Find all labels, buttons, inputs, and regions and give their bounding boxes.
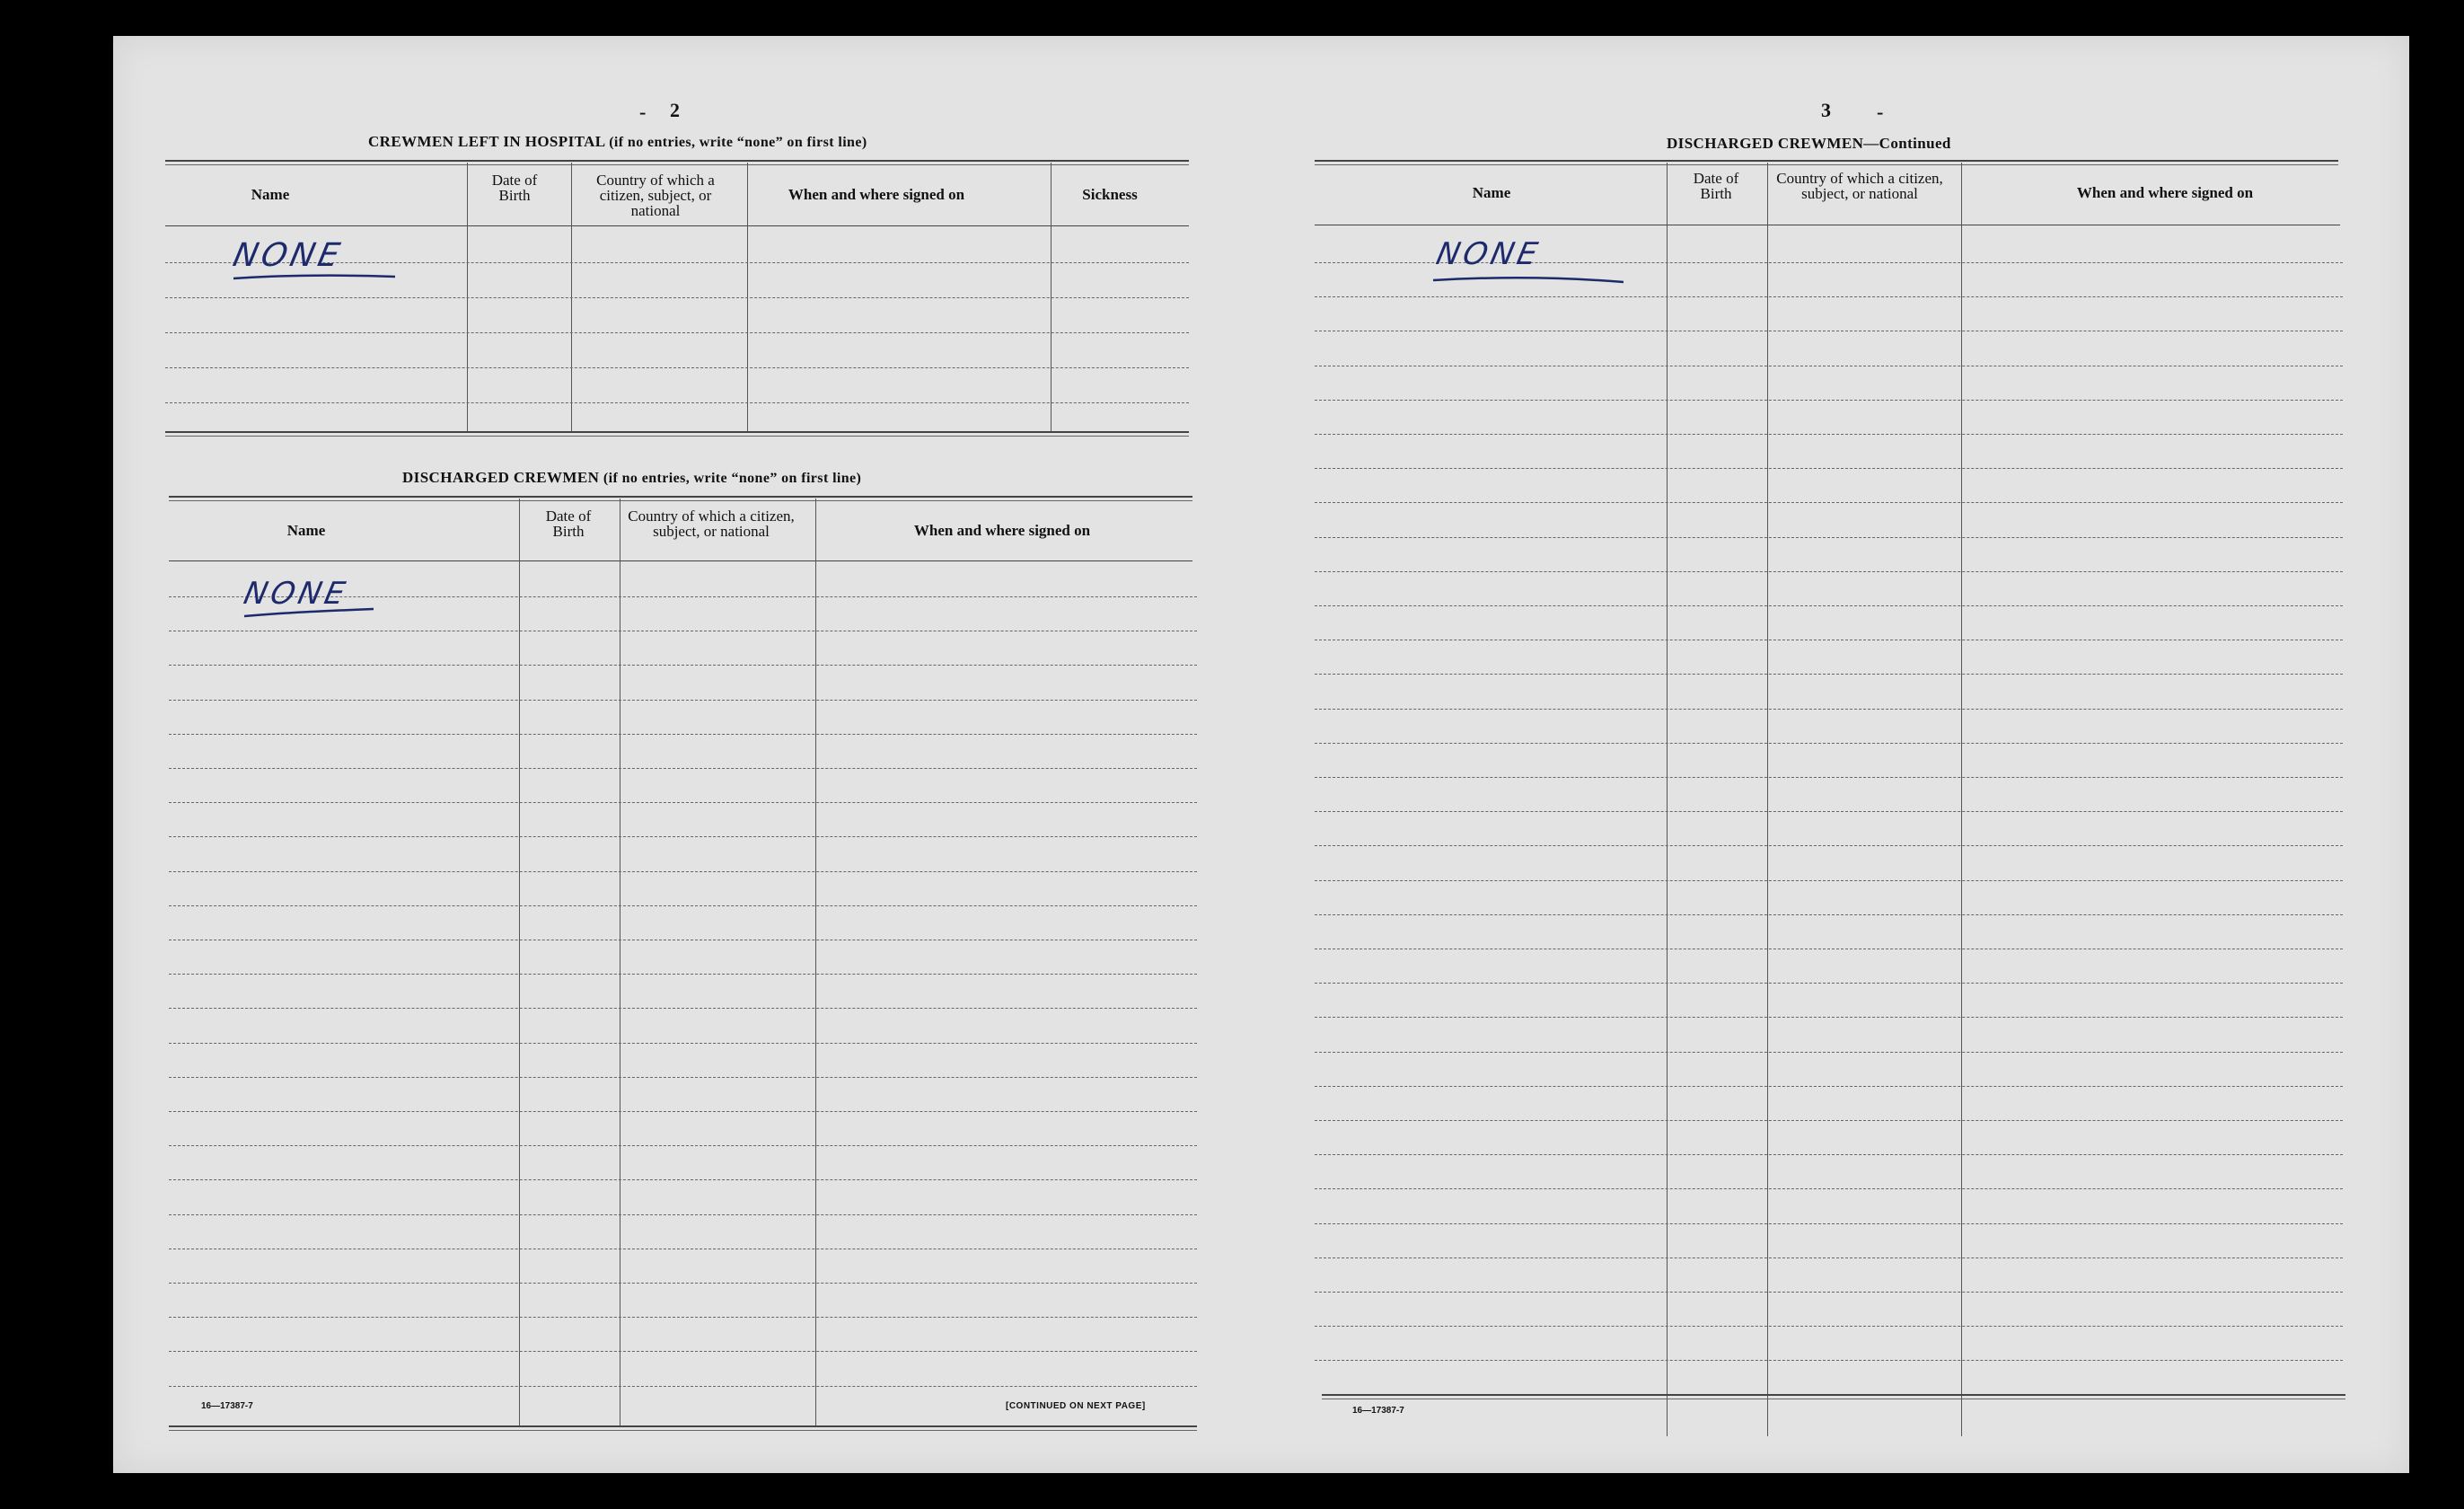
row-line <box>1315 571 2343 572</box>
row-line <box>169 1145 1197 1146</box>
hospital-row-line <box>165 297 1189 298</box>
row-line <box>169 700 1197 701</box>
row-line <box>169 1283 1197 1284</box>
discharged-col-dob: Date of Birth <box>545 507 592 540</box>
discharged-divider-3 <box>815 499 816 1425</box>
hospital-entry-underline <box>233 276 395 278</box>
row-line <box>169 1077 1197 1078</box>
hospital-col-sickness: Sickness <box>1082 186 1138 203</box>
row-line <box>1315 1154 2343 1155</box>
row-line <box>169 836 1197 837</box>
row-line <box>1315 1120 2343 1121</box>
row-line <box>1315 845 2343 846</box>
hospital-section-instruction: (if no entries, write “none” on first line) <box>609 135 867 150</box>
hospital-header-underline <box>165 225 1189 226</box>
row-line <box>169 768 1197 769</box>
form-sheet <box>113 36 2409 1473</box>
right-col-dob: Date of Birth <box>1693 170 1739 202</box>
discharged-section-title: DISCHARGED CREWMEN <box>402 469 600 486</box>
right-bottom-rule <box>1322 1394 2345 1399</box>
row-line <box>169 1111 1197 1112</box>
row-line <box>169 1317 1197 1318</box>
right-divider-1 <box>1667 163 1668 1436</box>
row-line <box>1315 1017 2343 1018</box>
discharged-entry-text: NONE <box>241 576 352 612</box>
discharged-col-name: Name <box>286 522 326 539</box>
right-col-country: Country of which a citizen, subject, or national <box>1776 170 1943 202</box>
right-section-heading <box>1667 135 1951 153</box>
hospital-row-line <box>165 332 1189 333</box>
row-line <box>169 1386 1197 1387</box>
row-line <box>1315 983 2343 984</box>
row-line <box>1315 1052 2343 1053</box>
right-entry-none <box>1431 230 1629 287</box>
hospital-col-name: Name <box>251 186 290 203</box>
discharged-section-instruction: (if no entries, write “none” on first line) <box>603 471 862 486</box>
right-divider-2 <box>1767 163 1768 1436</box>
row-line <box>1315 605 2343 606</box>
hospital-top-rule <box>165 160 1189 165</box>
hospital-row-line <box>165 402 1189 403</box>
discharged-divider-1 <box>519 499 520 1425</box>
row-line <box>169 665 1197 666</box>
right-entry-text: NONE <box>1433 236 1544 272</box>
hospital-entry-none <box>230 232 400 286</box>
right-top-rule <box>1315 160 2338 165</box>
hospital-bottom-rule <box>165 431 1189 437</box>
row-line <box>1315 1326 2343 1327</box>
row-line <box>1315 1360 2343 1361</box>
right-entry-underline <box>1433 278 1624 282</box>
row-line <box>169 1214 1197 1215</box>
left-page <box>113 36 1236 1473</box>
row-line <box>1315 777 2343 778</box>
discharged-top-rule <box>169 496 1192 501</box>
page-number: 3 <box>1821 99 1831 121</box>
row-line <box>1315 880 2343 881</box>
row-line <box>1315 811 2343 812</box>
right-page <box>1263 36 2409 1473</box>
hospital-section-title: CREWMEN LEFT IN HOSPITAL <box>368 133 605 150</box>
row-line <box>169 1043 1197 1044</box>
hospital-col-dob: Date of Birth <box>491 172 538 204</box>
right-divider-3 <box>1961 163 1962 1436</box>
row-line <box>1315 1188 2343 1189</box>
row-line <box>169 802 1197 803</box>
page-number-dash: - <box>639 101 647 123</box>
row-line <box>1315 400 2343 401</box>
page-number-dash: - <box>1877 101 1884 123</box>
discharged-col-signed-on: When and where signed on <box>913 522 1091 539</box>
row-line <box>1315 502 2343 503</box>
hospital-row-line <box>165 367 1189 368</box>
discharged-header-underline <box>169 560 1192 561</box>
row-line <box>1315 434 2343 435</box>
discharged-section-heading <box>402 469 861 487</box>
right-section-title: DISCHARGED CREWMEN—Continued <box>1667 135 1951 152</box>
discharged-col-country: Country of which a citizen, subject, or national <box>628 507 795 540</box>
row-line <box>1315 743 2343 744</box>
row-line <box>1315 468 2343 469</box>
discharged-entry-none <box>239 569 409 623</box>
right-col-signed-on: When and where signed on <box>2076 184 2254 201</box>
hospital-col-signed-on: When and where signed on <box>788 186 965 203</box>
hospital-col-country: Country of which a citizen, subject, or national <box>596 172 715 219</box>
row-line <box>1315 537 2343 538</box>
page-number: 2 <box>670 99 680 121</box>
row-line <box>169 905 1197 906</box>
row-line <box>1315 1223 2343 1224</box>
row-line <box>1315 674 2343 675</box>
row-line <box>169 734 1197 735</box>
row-line <box>1315 914 2343 915</box>
hospital-entry-text: NONE <box>230 235 347 274</box>
row-line <box>1315 1086 2343 1087</box>
row-line <box>1315 1292 2343 1293</box>
row-line <box>169 1179 1197 1180</box>
discharged-bottom-rule <box>169 1425 1197 1431</box>
row-line <box>169 974 1197 975</box>
row-line <box>169 1008 1197 1009</box>
row-line <box>169 871 1197 872</box>
hospital-section-heading <box>368 133 867 151</box>
form-code: 16—17387-7 <box>201 1401 253 1411</box>
right-col-name: Name <box>1472 184 1511 201</box>
row-line <box>1315 296 2343 297</box>
row-line <box>1315 709 2343 710</box>
continued-note: [CONTINUED ON NEXT PAGE] <box>1006 1401 1146 1411</box>
form-code: 16—17387-7 <box>1352 1406 1404 1416</box>
row-line <box>169 1351 1197 1352</box>
